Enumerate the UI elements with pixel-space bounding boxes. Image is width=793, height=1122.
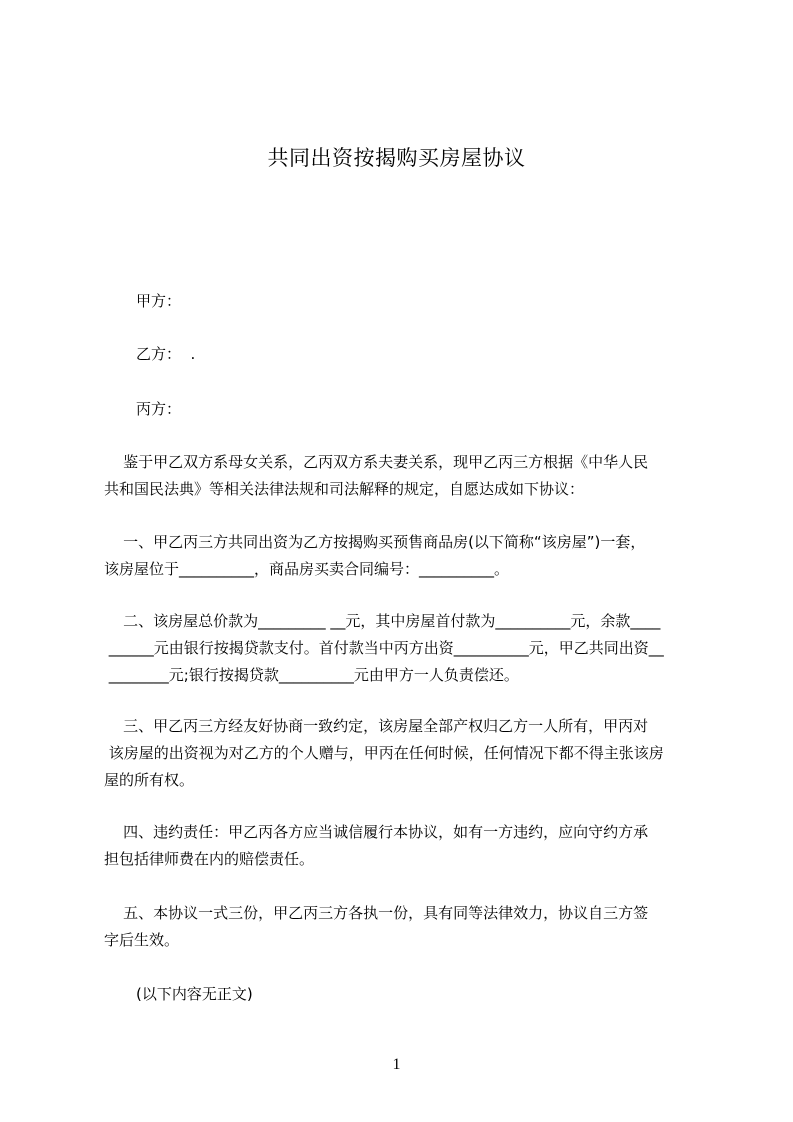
party-b-label: 乙方： . — [136, 345, 196, 363]
preamble-line: 鉴于甲乙双方系母女关系，乙丙双方系夫妻关系，现甲乙丙三方根据《中华人民 — [104, 453, 649, 471]
clause-4-paragraph — [104, 819, 694, 873]
document-title: 共同出资按揭购买房屋协议 — [267, 146, 526, 170]
clause-line: 五、本协议一式三份，甲乙丙三方各执一份，具有同等法律效力，协议自三方签 — [104, 904, 649, 922]
page-number: 1 — [392, 1056, 401, 1073]
clause-line: 字后生效。 — [104, 931, 180, 949]
preamble-line: 共和国民法典》等相关法律法规和司法解释的规定，自愿达成如下协议： — [104, 480, 585, 498]
clause-line: 一、甲乙丙三方共同出资为乙方按揭购买预售商品房(以下简称“该房屋”)一套， — [104, 533, 646, 551]
clause-line: 担包括律师费在内的赔偿责任。 — [104, 850, 315, 868]
clause-line: ______元由银行按揭贷款支付。首付款当中丙方出资__________元，甲乙共同出资__ — [104, 639, 664, 657]
clause-3-paragraph — [104, 713, 694, 794]
clause-5-paragraph — [104, 900, 694, 954]
clause-line: 该房屋的出资视为对乙方的个人赠与，甲丙在任何时候，任何情况下都不得主张该房 — [104, 744, 664, 762]
clause-line: 三、甲乙丙三方经友好协商一致约定，该房屋全部产权归乙方一人所有，甲丙对 — [104, 717, 649, 735]
clause-2-paragraph — [104, 608, 694, 689]
clause-line: 屋的所有权。 — [104, 771, 195, 789]
clause-line: 该房屋位于__________，商品房买卖合同编号：__________。 — [104, 560, 510, 578]
party-c-label: 丙方： — [136, 400, 182, 418]
clause-line: 二、该房屋总价款为_________ __元，其中房屋首付款为__________元，余款____ — [104, 612, 661, 630]
clause-1-paragraph — [104, 529, 694, 583]
preamble-paragraph — [104, 449, 694, 503]
party-a-label: 甲方： — [136, 292, 182, 310]
clause-line: 四、违约责任：甲乙丙各方应当诚信履行本协议，如有一方违约，应向守约方承 — [104, 823, 649, 841]
closing-note: (以下内容无正文) — [136, 985, 253, 1003]
clause-line: ________元;银行按揭贷款__________元由甲方一人负责偿还。 — [104, 666, 519, 684]
